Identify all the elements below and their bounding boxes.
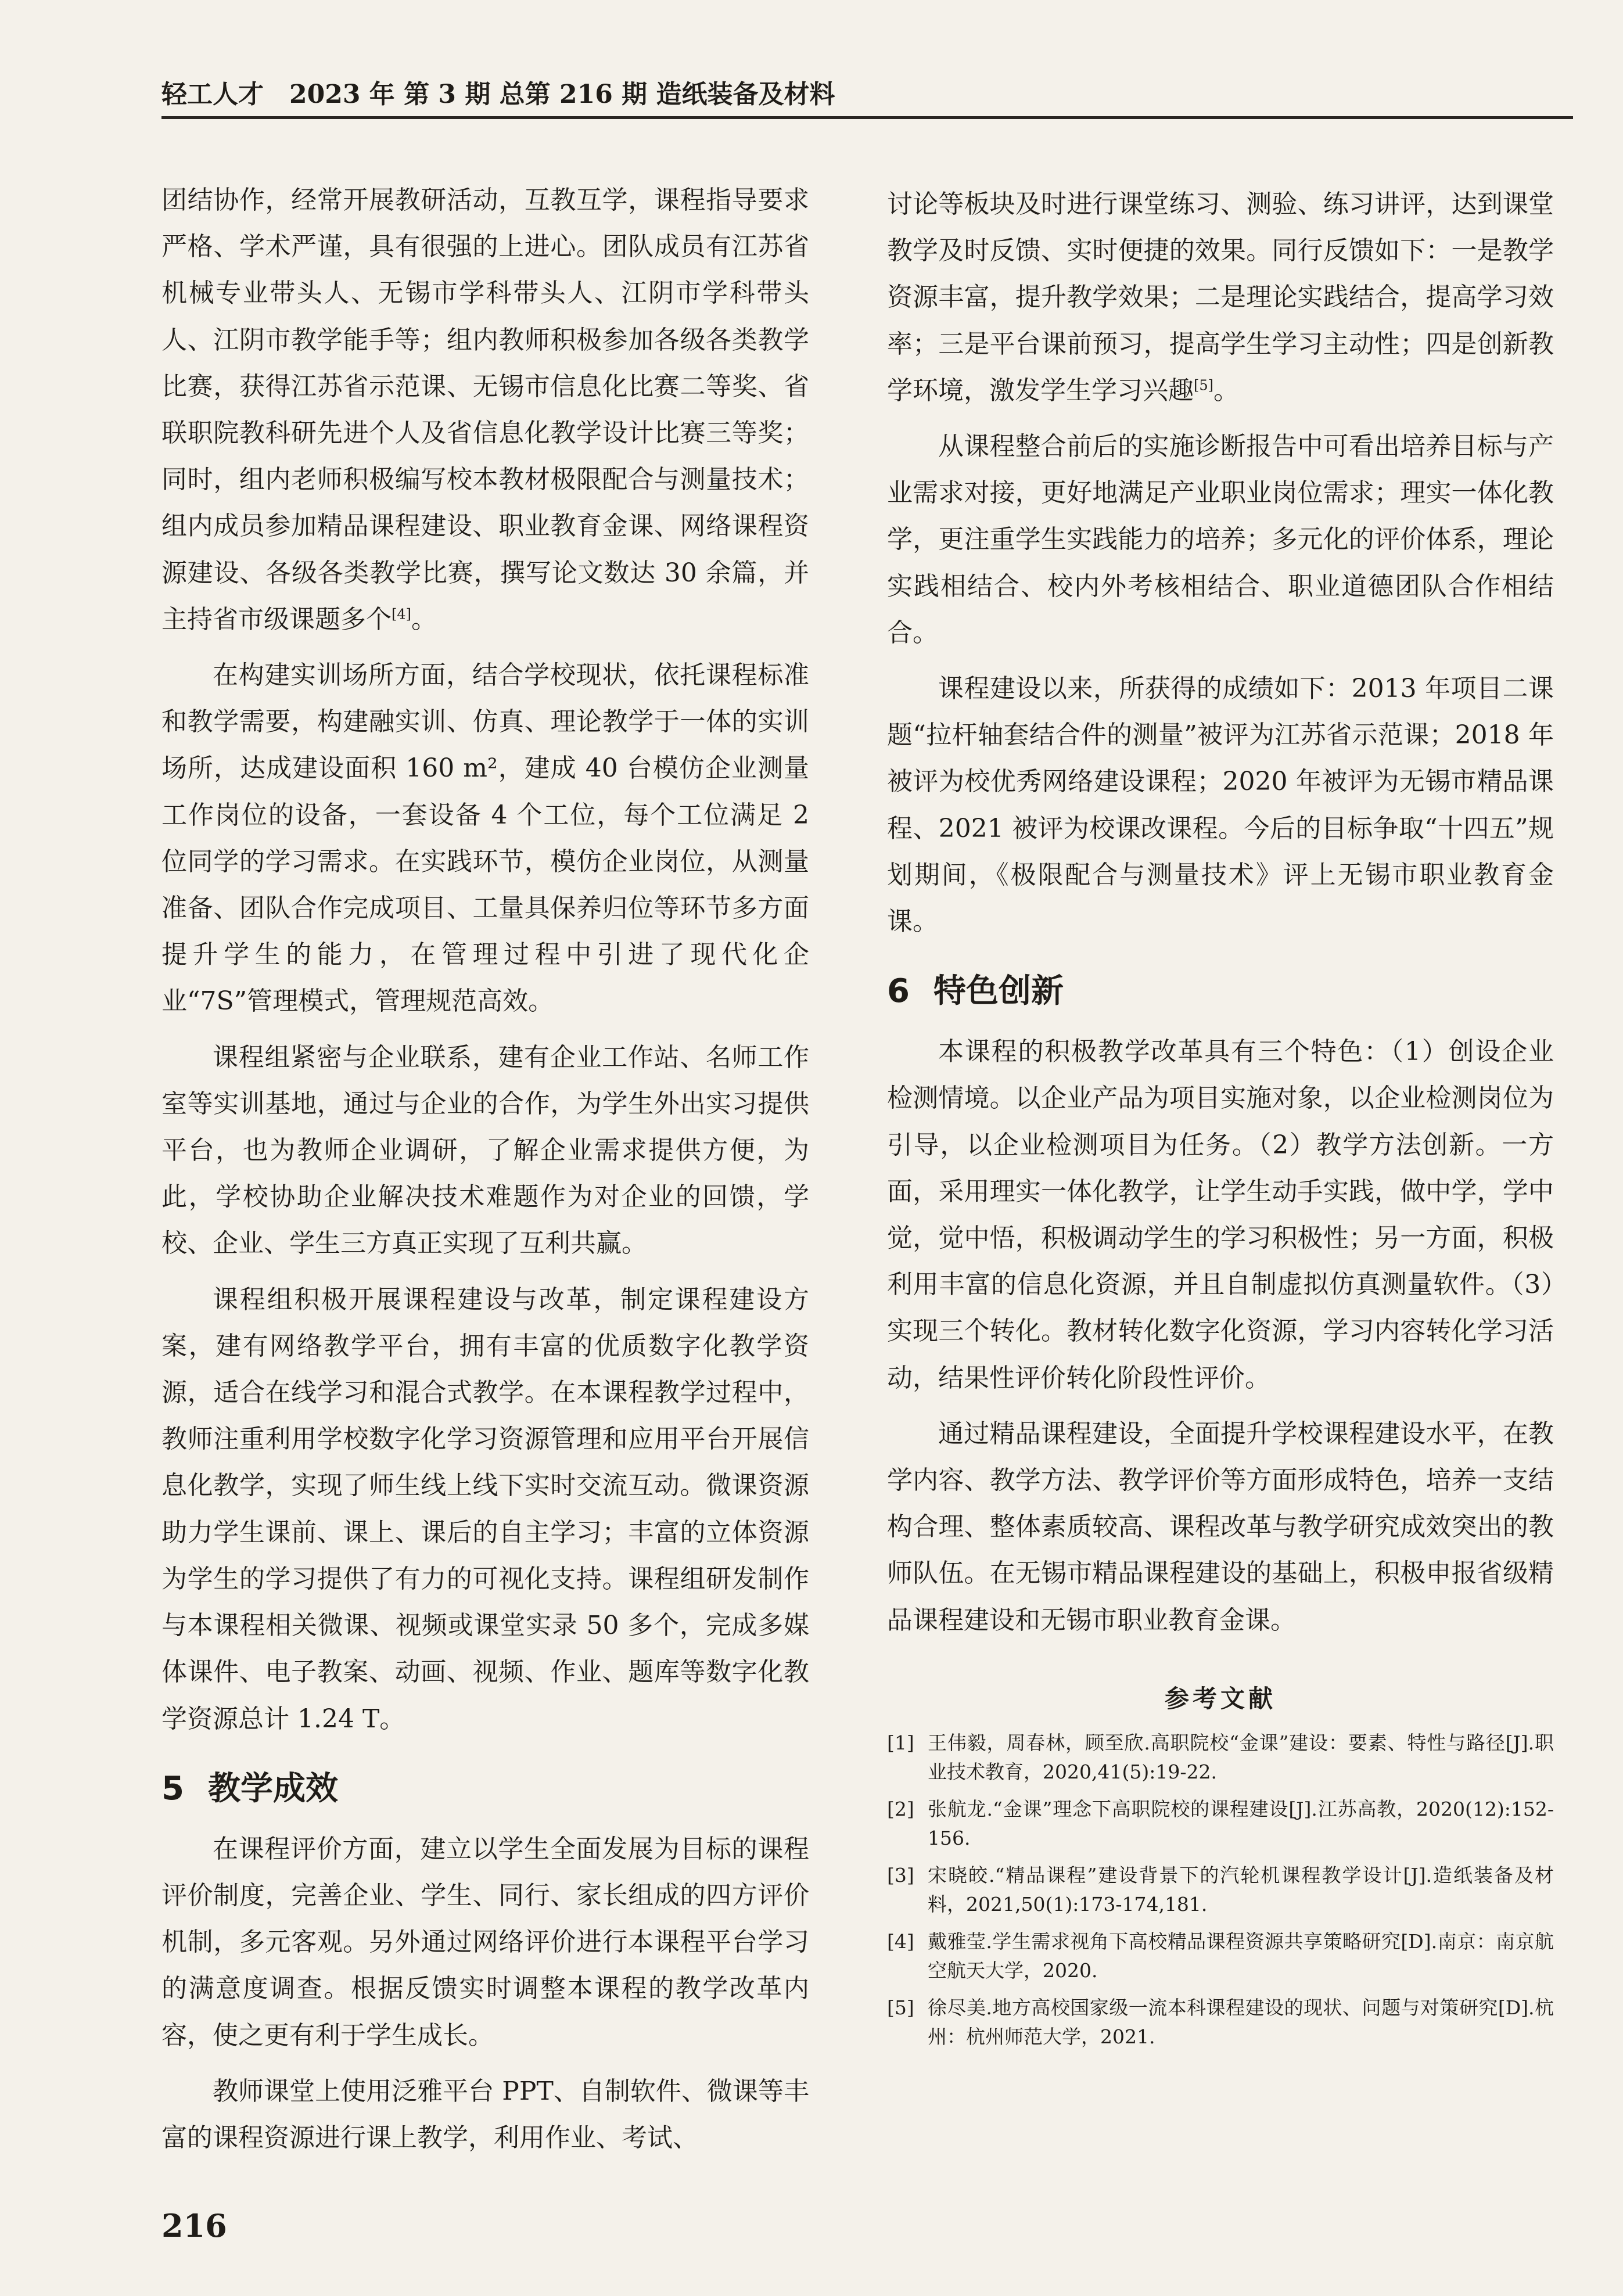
citation: [4] xyxy=(392,606,411,623)
paragraph: 本课程的积极教学改革具有三个特色：（1）创设企业检测情境。以企业产品为项目实施对象，以企业检测岗位为引导，以企业检测项目为任务。（2）教学方法创新。一方面，采用理实一体化教学，让学生动手实践，做中学，学中觉，觉中悟，积极调动学生的学习积极性；另一方面，积极利用丰富的信息化资源，并且自制虚拟仿真测量软件。（3）实现三个转化。教材转化数字化资源，学习内容转化学习活动，结果性评价转化阶段性评价。 xyxy=(887,1037,1554,1393)
paragraph: 在构建实训场所方面，结合学校现状，依托课程标准和教学需要，构建融实训、仿真、理论教学于一体的实训场所，达成建设面积 160 m²，建成 40 台模仿企业测量工作岗位的设备，一套设备 4 个工位，每个工位满足 2 位同学的学习需求。在实践环节，模仿企业岗位，从测量准备、团队合作完成项目、工量具保养归位等环节多方面提升学生的能力，在管理过程中引进了现代化企业“7S”管理模式，管理规范高效。 xyxy=(161,660,809,1016)
right-column xyxy=(887,181,1554,2060)
section-heading xyxy=(161,1766,809,1812)
page-number: 216 xyxy=(161,2207,227,2244)
paragraph: 通过精品课程建设，全面提升学校课程建设水平，在教学内容、教学方法、教学评价等方面形成特色，培养一支结构合理、整体素质较高、课程改革与教学研究成效突出的教师队伍。在无锡市精品课程建设的基础上，积极申报省级精品课程建设和无锡市职业教育金课。 xyxy=(887,1418,1554,1635)
section-number: 5 xyxy=(161,1769,184,1808)
reference-item: [5] 徐尽美.地方高校国家级一流本科课程建设的现状、问题与对策研究[D].杭州：杭州师范大学，2021. xyxy=(887,1996,1554,2048)
reference-item: [1] 王伟毅，周春林，顾至欣.高职院校“金课”建设：要素、特性与路径[J].职业技术教育，2020,41(5):19-22. xyxy=(887,1731,1554,1783)
reference-item: [4] 戴雅莹.学生需求视角下高校精品课程资源共享策略研究[D].南京：南京航空航天大学，2020. xyxy=(887,1929,1554,1982)
paragraph: 课程建设以来，所获得的成绩如下：2013 年项目二课题“拉杆轴套结合件的测量”被评为江苏省示范课；2018 年被评为校优秀网络建设课程；2020 年被评为无锡市精品课程、2021 被评为校课改课程。今后的目标争取“十四五”规划期间，《极限配合与测量技术》评上无锡市职业教育金课。 xyxy=(887,674,1554,937)
section-title: 教学成效 xyxy=(208,1769,338,1808)
paragraph: 教师课堂上使用泛雅平台 PPT、自制软件、微课等丰富的课程资源进行课上教学，利用作业、考试、 xyxy=(161,2076,809,2153)
reference-item: [3] 宋晓皎.“精品课程”建设背景下的汽轮机课程教学设计[J].造纸装备及材料，2021,50(1):173-174,181. xyxy=(887,1863,1554,1916)
section-number: 6 xyxy=(887,972,910,1011)
paragraph: 课程组积极开展课程建设与改革，制定课程建设方案，建有网络教学平台，拥有丰富的优质数字化教学资源，适合在线学习和混合式教学。在本课程教学过程中，教师注重利用学校数字化学习资源管理和应用平台开展信息化教学，实现了师生线上线下实时交流互动。微课资源助力学生课前、课上、课后的自主学习；丰富的立体资源为学生的学习提供了有力的可视化支持。课程组研发制作与本课程相关微课、视频或课堂实录 50 多个，完成多媒体课件、电子教案、动画、视频、作业、题库等数字化教学资源总计 1.24 T。 xyxy=(161,1284,809,1734)
paragraph: 团结协作，经常开展教研活动，互教互学，课程指导要求严格、学术严谨，具有很强的上进心。团队成员有江苏省机械专业带头人、无锡市学科带头人、江阴市学科带头人、江阴市教学能手等；组内教师积极参加各级各类教学比赛，获得江苏省示范课、无锡市信息化比赛二等奖、省联职院教科研先进个人及省信息化教学设计比赛三等奖；同时，组内老师积极编写校本教材极限配合与测量技术；组内成员参加精品课程建设、职业教育金课、网络课程资源建设、各级各类教学比赛，撰写论文数达 30 余篇，并主持省市级课题多个[4]。 xyxy=(161,185,809,634)
paragraph: 从课程整合前后的实施诊断报告中可看出培养目标与产业需求对接，更好地满足产业职业岗位需求；理实一体化教学，更注重学生实践能力的培养；多元化的评价体系，理论实践相结合、校内外考核相结合、职业道德团队合作相结合。 xyxy=(887,432,1554,648)
running-header: 轻工人才 2023 年 第 3 期 总第 216 期 造纸装备及材料 xyxy=(161,80,835,109)
paragraph: 课程组紧密与企业联系，建有企业工作站、名师工作室等实训基地，通过与企业的合作，为学生外出实习提供平台，也为教师企业调研，了解企业需求提供方便，为此，学校协助企业解决技术难题作为对企业的回馈，学校、企业、学生三方真正实现了互利共赢。 xyxy=(161,1042,809,1259)
header-rule xyxy=(161,116,1573,119)
citation: [5] xyxy=(1194,377,1213,394)
references-title: 参考文献 xyxy=(1164,1684,1276,1713)
section-heading xyxy=(887,968,1554,1015)
paragraph: 讨论等板块及时进行课堂练习、测验、练习讲评，达到课堂教学及时反馈、实时便捷的效果。同行反馈如下：一是教学资源丰富，提升教学效果；二是理论实践结合，提高学习效率；三是平台课前预习，提高学生学习主动性；四是创新教学环境，激发学生学习兴趣[5]。 xyxy=(887,189,1554,405)
paragraph: 在课程评价方面，建立以学生全面发展为目标的课程评价制度，完善企业、学生、同行、家长组成的四方评价机制，多元客观。另外通过网络评价进行本课程平台学习的满意度调查。根据反馈实时调整本课程的教学改革内容，使之更有利于学生成长。 xyxy=(161,1834,809,2050)
left-column xyxy=(161,177,809,2161)
section-title: 特色创新 xyxy=(933,972,1064,1011)
reference-item: [2] 张航龙.“金课”理念下高职院校的课程建设[J].江苏高教，2020(12):152-156. xyxy=(887,1797,1554,1849)
